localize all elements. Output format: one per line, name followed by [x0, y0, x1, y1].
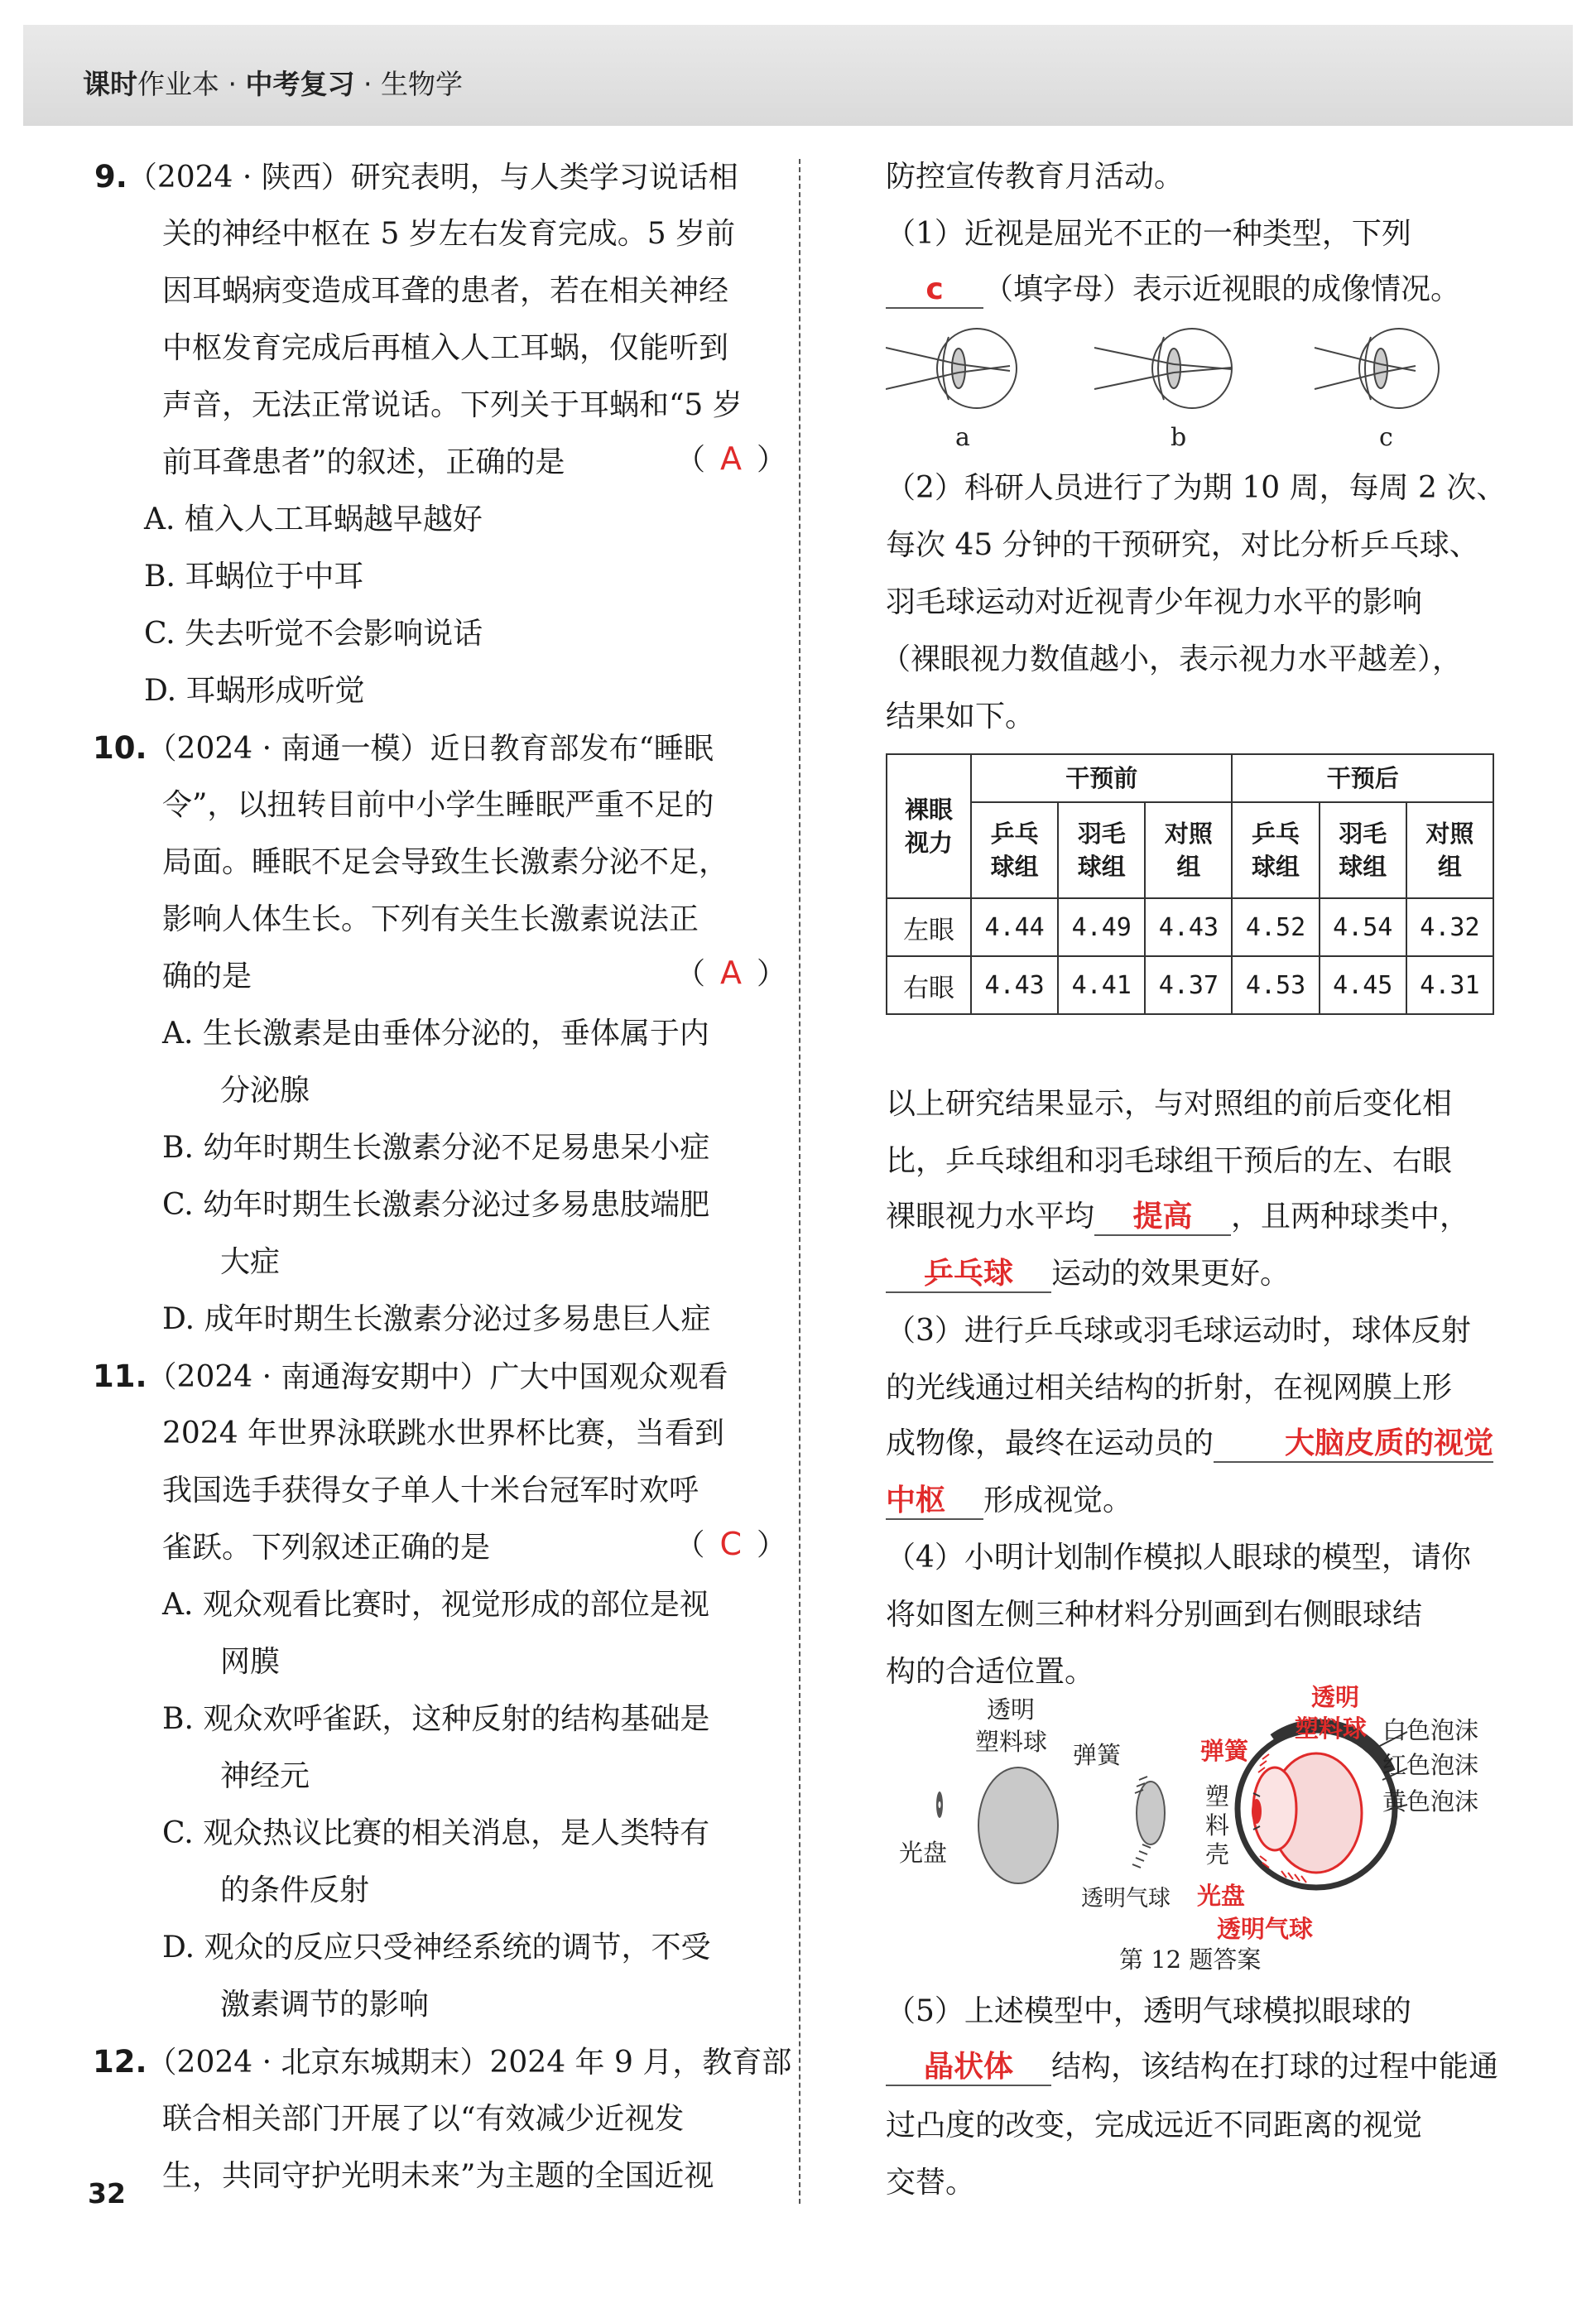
part-4-text: （4）小明计划制作模拟人眼球的模型，请你 [886, 1541, 1471, 1575]
question-text: 确的是 [162, 959, 252, 993]
part-3-text: 的光线通过相关结构的折射，在视网膜上形 [886, 1371, 1453, 1405]
answer-balloon: 透明气球 [1217, 1915, 1314, 1943]
option: 神经元 [220, 1759, 310, 1793]
question-text: 关的神经中枢在 5 岁左右发育完成。5 岁前 [162, 217, 736, 251]
part-2-text: 裸眼视力水平均 提高 ，且两种球类中， [886, 1197, 1469, 1237]
label-white-foam: 白色泡沫 [1382, 1716, 1479, 1744]
part-5-text: 交替。 [886, 2166, 976, 2200]
part-2-text: （裸眼视力数值越小，表示视力水平越差）， [881, 642, 1463, 676]
question-text: 声音，无法正常说话。下列关于耳蜗和“5 岁 [162, 388, 743, 422]
option: 网膜 [220, 1645, 281, 1679]
label-shell: 壳 [1205, 1840, 1230, 1868]
column-divider [799, 159, 800, 2204]
lens-c [1374, 349, 1387, 388]
option: 的条件反射 [220, 1873, 370, 1907]
question-text: 联合相关部门开展了以“有效减少近视发 [162, 2102, 685, 2136]
part-3-text: 中枢 形成视觉。 [886, 1481, 1132, 1521]
answer-paren: （ A ） [675, 955, 786, 991]
question-text: 2024 年世界泳联跳水世界杯比赛，当看到 [162, 1416, 725, 1450]
option: C. 观众热议比赛的相关消息，是人类特有 [162, 1816, 710, 1850]
label-shell: 料 [1205, 1811, 1230, 1839]
question-text: 令”，以扭转目前中小学生睡眠严重不足的 [162, 788, 714, 822]
table-cell: 4.41 [1058, 956, 1145, 1014]
ray-b2 [1094, 373, 1174, 389]
table-cell: 4.52 [1232, 898, 1319, 956]
table-cell: 4.43 [1145, 898, 1232, 956]
label-balloon: 透明气球 [1081, 1886, 1171, 1912]
table-cell: 4.49 [1058, 898, 1145, 956]
part-3-text: 成物像，最终在运动员的 大脑皮质的视觉 [886, 1424, 1493, 1464]
eye-label-b: b [1171, 423, 1187, 452]
question-text: 生，共同守护光明未来”为主题的全国近视 [162, 2159, 714, 2193]
question-text: 防控宣传教育月活动。 [886, 160, 1185, 194]
question-text: 影响人体生长。下列有关生长激素说法正 [162, 902, 699, 936]
ray-c2 [1315, 373, 1381, 389]
answer-blank: 提高 [1094, 1200, 1231, 1236]
question-number: 12. [93, 2044, 147, 2080]
vision-table [886, 753, 1494, 1015]
question-text: 我国选手获得女子单人十米台冠军时欢呼 [162, 1474, 699, 1508]
question-number: 9. [94, 159, 127, 195]
header-title: 课时作业本 · 中考复习 · 生物学 [83, 68, 463, 100]
answer-paren: （ A ） [675, 440, 786, 477]
eye-diagrams [886, 323, 1498, 455]
label-red-foam: 红色泡沫 [1382, 1751, 1479, 1779]
part-2-text: （2）科研人员进行了为期 10 周，每周 2 次、 [886, 471, 1507, 505]
answer-letter: A [719, 440, 742, 477]
option: 大症 [220, 1245, 281, 1279]
question-number: 11. [93, 1359, 147, 1394]
row-label: 右眼 [887, 956, 971, 1014]
part-2-text: 结果如下。 [886, 700, 1036, 733]
part-2-text: 以上研究结果显示，与对照组的前后变化相 [886, 1087, 1453, 1121]
table-subheader: 乒乓 球组 [971, 802, 1058, 898]
option: B. 耳蜗位于中耳 [144, 560, 364, 594]
table-subheader: 羽毛 球组 [1320, 802, 1406, 898]
ray-b4 [1174, 368, 1232, 373]
table-group-header-after: 干预后 [1232, 754, 1493, 802]
table-cell: 4.43 [971, 956, 1058, 1014]
question-text: （2024 · 北京东城期末）2024 年 9 月，教育部 [147, 2046, 792, 2080]
plastic-ball-icon [978, 1767, 1058, 1883]
answer-blank: 晶状体 [886, 2050, 1051, 2086]
eye-diagram-c [1315, 329, 1439, 408]
question-text: 前耳聋患者”的叙述，正确的是 [162, 445, 565, 479]
option: C. 失去听觉不会影响说话 [144, 617, 483, 651]
table-subheader: 对照 组 [1145, 802, 1232, 898]
table-corner-header: 裸眼 视力 [887, 754, 971, 898]
part-1-text: c （填字母）表示近视眼的成像情况。 [886, 270, 1460, 310]
table-subheader: 乒乓 球组 [1232, 802, 1319, 898]
answer-blank: 乒乓球 [886, 1257, 1051, 1293]
eyeball-a [937, 329, 1017, 408]
question-number: 10. [93, 730, 147, 766]
answer-letter: C [719, 1526, 742, 1562]
table-subheader: 对照 组 [1406, 802, 1493, 898]
table-row [887, 956, 1493, 1014]
part-5-text: 过凸度的改变，完成远近不同距离的视觉 [886, 2109, 1423, 2142]
eye-label-a: a [955, 423, 970, 452]
ray-a2 [886, 373, 959, 389]
option: D. 成年时期生长激素分泌过多易患巨人症 [162, 1302, 711, 1336]
part-2-text: 羽毛球运动对近视青少年视力水平的影响 [886, 585, 1423, 619]
answer-letter: A [719, 955, 742, 991]
question-text: （2024 · 陕西）研究表明，与人类学习说话相 [127, 161, 738, 195]
part-5-text: （5）上述模型中，透明气球模拟眼球的 [886, 1994, 1411, 2028]
question-text: （2024 · 南通海安期中）广大中国观众观看 [147, 1360, 728, 1394]
question-text: 中枢发育完成后再植入人工耳蜗，仅能听到 [162, 331, 729, 365]
option: D. 观众的反应只受神经系统的调节，不受 [162, 1931, 711, 1965]
disc-icon [936, 1791, 943, 1818]
label-disc: 光盘 [899, 1839, 948, 1867]
ray-b1 [1094, 348, 1174, 364]
ray-a1 [886, 348, 959, 364]
part-2-text: 乒乓球 运动的效果更好。 [886, 1254, 1290, 1294]
figure-caption: 第 12 题答案 [1119, 1945, 1262, 1974]
option: D. 耳蜗形成听觉 [144, 674, 365, 708]
lens-a [952, 349, 965, 388]
label-shell: 塑 [1205, 1782, 1230, 1811]
table-cell: 4.31 [1406, 956, 1493, 1014]
page-number: 32 [88, 2177, 126, 2210]
answer-blank: 中枢 [886, 1484, 983, 1520]
row-label: 左眼 [887, 898, 971, 956]
option: 激素调节的影响 [220, 1988, 430, 2022]
question-text: 局面。睡眠不足会导致生长激素分泌不足， [162, 845, 729, 879]
question-text: 雀跃。下列叙述正确的是 [162, 1531, 491, 1565]
label-spring: 弹簧 [1073, 1741, 1122, 1769]
answer-blank: 大脑皮质的视觉 [1214, 1426, 1493, 1463]
table-cell: 4.32 [1406, 898, 1493, 956]
label-plastic-ball: 透明 [987, 1695, 1036, 1724]
table-cell: 4.37 [1145, 956, 1232, 1014]
table-cell: 4.44 [971, 898, 1058, 956]
part-2-text: 每次 45 分钟的干预研究，对比分析乒乓球、 [886, 528, 1479, 562]
option: B. 幼年时期生长激素分泌不足易患呆小症 [162, 1131, 710, 1165]
option: A. 观众观看比赛时，视觉形成的部位是视 [162, 1588, 709, 1622]
label-plastic-ball: 塑料球 [975, 1728, 1048, 1756]
eye-diagram-a [886, 329, 1017, 408]
table-cell: 4.45 [1320, 956, 1406, 1014]
eye-model-figure [886, 1681, 1515, 1974]
table-group-header-before: 干预前 [971, 754, 1232, 802]
question-text: （2024 · 南通一模）近日教育部发布“睡眠 [147, 732, 714, 766]
table-row [887, 898, 1493, 956]
option: B. 观众欢呼雀跃，这种反射的结构基础是 [162, 1702, 710, 1736]
answer-blank: c [886, 272, 983, 309]
label-yellow-foam: 黄色泡沫 [1382, 1787, 1479, 1815]
answer-spring: 弹簧 [1200, 1737, 1249, 1765]
eye-label-c: c [1379, 423, 1393, 452]
eye-model-icon [1238, 1724, 1395, 1888]
ray-c1 [1315, 348, 1381, 364]
lens-b [1167, 349, 1180, 388]
answer-disc: 光盘 [1197, 1882, 1246, 1910]
eye-diagram-b [1094, 329, 1232, 408]
answer-plastic-ball: 塑料球 [1295, 1714, 1368, 1743]
table-cell: 4.53 [1232, 956, 1319, 1014]
answer-paren: （ C ） [675, 1526, 786, 1562]
option: 分泌腺 [220, 1074, 310, 1108]
option: A. 植入人工耳蜗越早越好 [144, 503, 483, 536]
part-4-text: 将如图左侧三种材料分别画到右侧眼球结 [886, 1598, 1423, 1632]
table-subheader: 羽毛 球组 [1058, 802, 1145, 898]
answer-plastic-ball: 透明 [1311, 1683, 1360, 1711]
part-4-text: 构的合适位置。 [886, 1655, 1095, 1689]
part-5-text: 晶状体 结构，该结构在打球的过程中能通 [886, 2047, 1498, 2087]
part-1-text: （1）近视是屈光不正的一种类型，下列 [886, 217, 1411, 251]
question-text: 因耳蜗病变造成耳聋的患者，若在相关神经 [162, 274, 729, 308]
part-3-text: （3）进行乒乓球或羽毛球运动时，球体反射 [886, 1314, 1471, 1348]
part-2-text: 比，乒乓球组和羽毛球组干预后的左、右眼 [886, 1144, 1453, 1178]
table-cell: 4.54 [1320, 898, 1406, 956]
option: C. 幼年时期生长激素分泌过多易患肢端肥 [162, 1188, 710, 1222]
option: A. 生长激素是由垂体分泌的，垂体属于内 [162, 1017, 709, 1051]
